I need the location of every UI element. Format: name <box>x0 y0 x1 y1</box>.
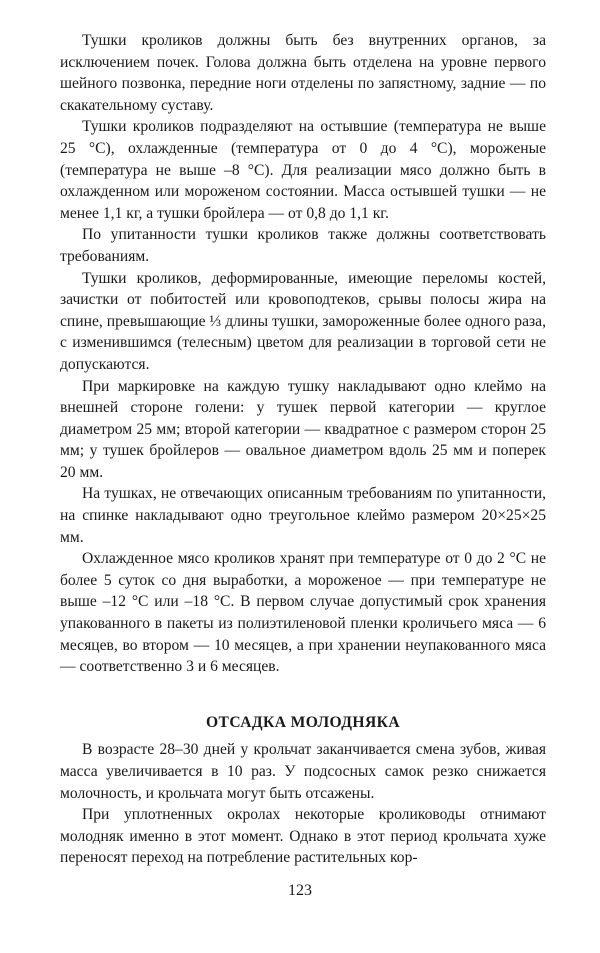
paragraph-triangle-stamp: На тушках, не отвечающих описанным требованиям по упитанности, на спинке накладывают одно треугольное клеймо размером 20×25×25 мм. <box>60 485 546 546</box>
paragraph-storage: Охлажденное мясо кроликов хранят при температуре от 0 до 2 °С не более 5 суток со дня выработки, а мороженое — при температуре не выше –12 °С или –18 °С. В первом случае допустимый срок хранения упакованного в пакеты из полиэтиленовой пленки кроличьего мяса — 6 месяцев, во втором — 10 месяцев, а при хранении неупакованного мяса — соответственно 3 и 6 месяцев. <box>60 550 546 676</box>
page-number: 123 <box>288 882 312 899</box>
paragraph-carcass-requirements: Тушки кроликов должны быть без внутренних органов, за исключением почек. Голова должна быть отделена на уровне первого шейного позвонка, передние ноги отделены по запястному, задние — по скакательному суставу. <box>60 32 546 114</box>
paragraph-weaning-practice: При уплотненных окролах некоторые кролиководы отнимают молодняк именно в этот момент. Однако в этот период крольчата хуже переносят переход на потребление растительных кор- <box>60 806 546 867</box>
paragraph-weaning-age: В возрасте 28–30 дней у крольчат заканчивается смена зубов, живая масса увеличивается в 10 раз. У подсосных самок резко снижается молочность, и крольчата могут быть отсажены. <box>60 741 546 802</box>
section-title: ОТСАДКА МОЛОДНЯКА <box>205 713 400 731</box>
paragraph-carcass-temperature: Тушки кроликов подразделяют на остывшие (температура не выше 25 °С), охлажденные (температура от 0 до 4 °С), мороженые (температура не выше –8 °С). Для реализации мясо должно быть в охлажденном или мороженом состоянии. Масса остывшей тушки — не менее 1,1 кг, а тушки бройлера — от 0,8 до 1,1 кг. <box>60 118 546 222</box>
paragraph-fatness: По упитанности тушки кроликов также должны соответствовать требованиям. <box>60 226 546 265</box>
page-body <box>60 30 546 869</box>
paragraph-defects: Тушки кроликов, деформированные, имеющие переломы костей, зачистки от побитостей или кровоподтеков, срывы полосы жира на спине, превышающие ⅓ длины тушки, замороженные более одного раза, с изменившимся (телесным) цветом для реализации в торговой сети не допускаются. <box>60 269 546 373</box>
paragraph-marking: При маркировке на каждую тушку накладывают одно клеймо на внешней стороне голени: у тушек первой категории — круглое диаметром 25 мм; второй категории — квадратное с размером сторон 25 мм; у тушек бройлеров — овальное диаметром вдоль 25 мм и поперек 20 мм. <box>60 377 546 481</box>
